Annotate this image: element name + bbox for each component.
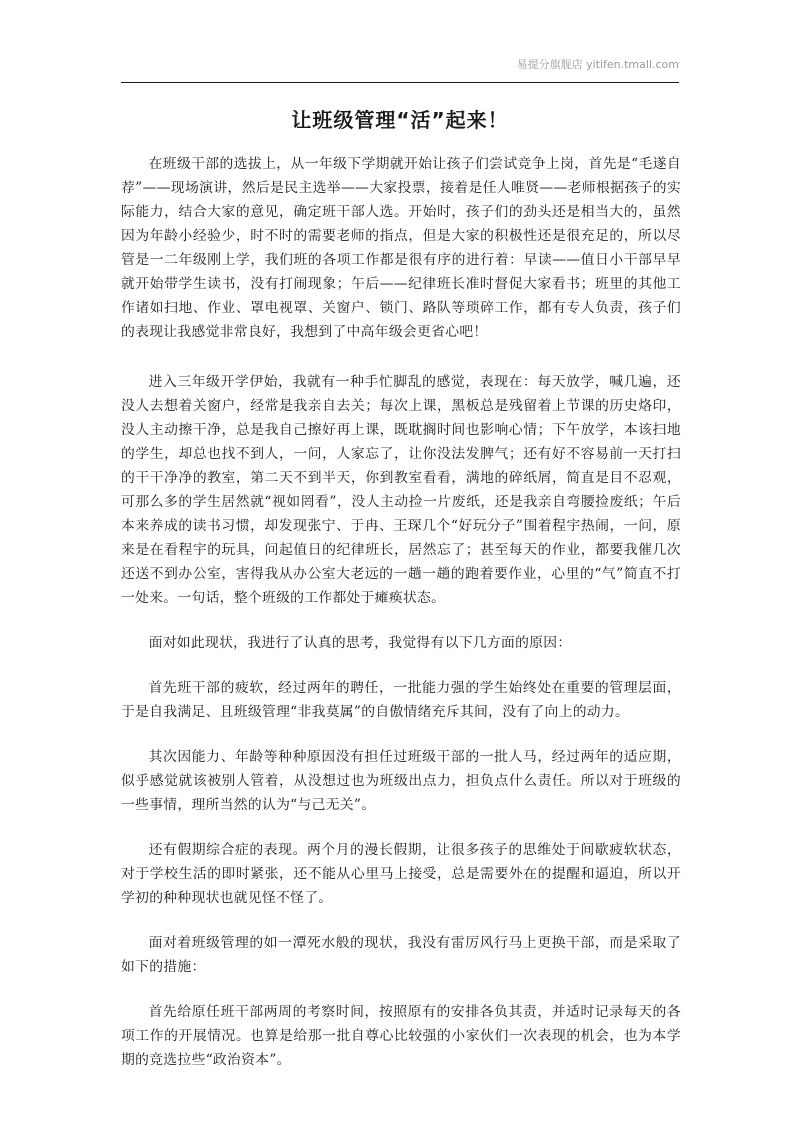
paragraph: 首先给原任班干部两周的考察时间，按照原有的安排各负其责，并适时记录每天的各项工作的开展情况。也算是给那一批自尊心比较强的小家伙们一次表现的机会，也为本学期的竞选拉些“政治资本”。 bbox=[121, 1004, 681, 1068]
paragraph: 进入三年级开学伊始，我就有一种手忙脚乱的感觉，表现在：每天放学，喊几遍，还没人去想着关窗户，经常是我亲自去关；每次上课，黑板总是残留着上节课的历史烙印，没人主动擦干净，总是我自己擦好再上课，既耽搁时间也影响心情；下午放学，本该扫地的学生，却总也找不到人，一问，人家忘了，让你没法发脾气；还有好不容易前一天打扫的干干净净的教室，第二天不到半天，你到教室看看，满地的碎纸屑，简直是目不忍观，可那么多的学生居然就“视如罔看”，没人主动捡一片废纸，还是我亲自弯腰捡废纸；午后本来养成的读书习惯，却发现张宁、于冉、王琛几个“好玩分子”围着程宇热闹，一问，原来是在看程宇的玩具，问起值日的纪律班长，居然忘了；甚至每天的作业，都要我催几次还送不到办公室，害得我从办公室大老远的一趟一趟的跑着要作业，心里的“气”简直不打一处来。一句话，整个班级的工作都处于瘫痪状态。 bbox=[121, 374, 681, 606]
header-divider bbox=[121, 82, 679, 83]
paragraph: 在班级干部的选拔上，从一年级下学期就开始让孩子们尝试竞争上岗，首先是“毛遂自荐”——现场演讲，然后是民主选举——大家投票，接着是任人唯贤——老师根据孩子的实际能力，结合大家的意见，确定班干部人选。开始时，孩子们的劲头还是相当大的，虽然因为年龄小经验少，时不时的需要老师的指点，但是大家的积极性还是很充足的，所以尽管是一二年级刚上学，我们班的各项工作都是很有序的进行着：早读——值日小干部早早就开始带学生读书，没有打闹现象；午后——纪律班长准时督促大家看书；班里的其他工作诸如扫地、作业、罩电视罩、关窗户、锁门、路队等琐碎工作，都有专人负责，孩子们的表现让我感觉非常良好，我想到了中高年级会更省心吧！ bbox=[121, 156, 681, 340]
paragraph: 面对着班级管理的如一潭死水般的现状，我没有雷厉风行马上更换干部，而是采取了如下的措施： bbox=[121, 935, 681, 975]
document-body bbox=[121, 152, 681, 1093]
paragraph: 首先班干部的疲软，经过两年的聘任，一批能力强的学生始终处在重要的管理层面，于是自我满足、且班级管理“非我莫属”的自傲情绪充斥其间，没有了向上的动力。 bbox=[121, 680, 681, 720]
paragraph: 其次因能力、年龄等种种原因没有担任过班级干部的一批人马，经过两年的适应期，似乎感觉就该被别人管着，从没想过也为班级出点力，担负点什么责任。所以对于班级的一些事情，理所当然的认为“与己无关”。 bbox=[121, 749, 681, 813]
header-source-text: 易提分旗舰店 yitifen.tmall.com bbox=[516, 58, 679, 71]
document-title: 让班级管理“活”起来！ bbox=[291, 108, 509, 132]
paragraph: 还有假期综合症的表现。两个月的漫长假期，让很多孩子的思维处于间歇疲软状态，对于学校生活的即时紧张，还不能从心里马上接受，总是需要外在的提醒和逼迫，所以开学初的种种现状也就见怪不怪了。 bbox=[121, 842, 681, 906]
paragraph: 面对如此现状，我进行了认真的思考，我觉得有以下几方面的原因： bbox=[148, 635, 572, 651]
